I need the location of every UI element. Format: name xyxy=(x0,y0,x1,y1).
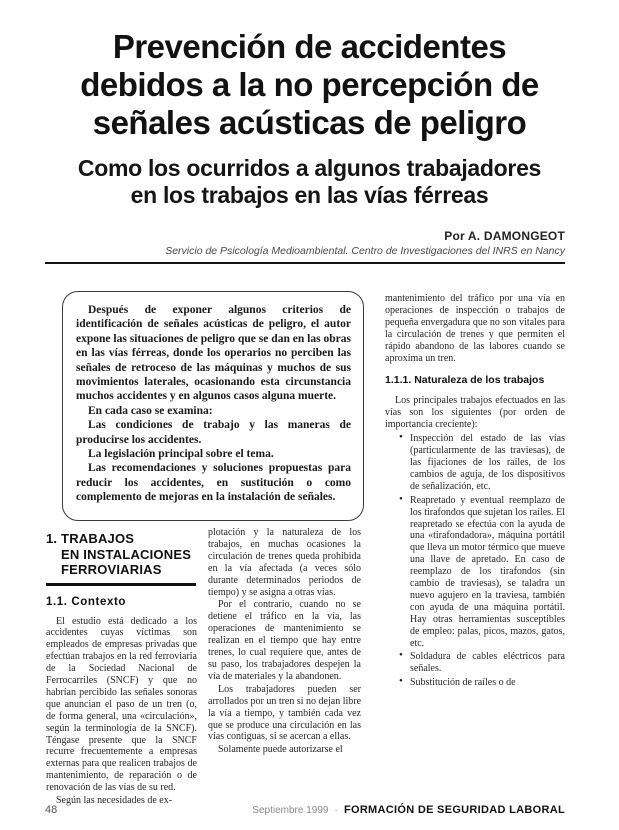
summary-box xyxy=(62,291,364,521)
bullet-item: • Inspección del estado de las vías (particularmente de las traviesas), de las fijaciones de los raíles, de los cambios de aguja, de los dispositivos de señalización, etc. xyxy=(399,433,565,493)
summary-paragraph: En cada caso se examina: xyxy=(88,404,213,417)
article-title-line-1: Prevención de accidentes xyxy=(112,28,507,65)
summary-paragraph: Las condiciones de trabajo y las maneras de producirse los accidentes. xyxy=(76,419,351,446)
body-paragraph: El estudio está dedicado a los accidentes cuyas víctimas son empleados de empresas privadas que efectúan trabajos en la red ferroviaria de la Sociedad Nacional de Ferrocarriles (SNCF) y que no habrían percibido las señales sonoras que anuncian el paso de un tren (o, de forma general, una «circulación», según la terminología de la SNCF). Téngase presente que la SNCF recurre frecuentemente a empresas externas para que realicen trabajos de mantenimiento, de reparación o de renovación de las vías de su red. xyxy=(46,615,197,794)
left-column xyxy=(46,531,197,807)
footer-separator: · xyxy=(334,805,338,816)
summary-paragraph: Después de exponer algunos criterios de identificación de señales acústicas de peligro, el autor expone las situaciones de peligro que se dan en las obras en las vías férreas, donde los operarios no perciben las señales de retroceso de las máquinas y muchos de sus movimientos laterales, ocasionando esta circunstancia muchos accidentes y en algunos casos alguna muerte. xyxy=(76,304,351,403)
page-number: 48 xyxy=(45,804,58,816)
footer-right xyxy=(252,804,565,816)
middle-column xyxy=(208,527,361,756)
summary-paragraph: Las recomendaciones y soluciones propuestas para reducir los accidentes, en sustitución o como complemento de mejoras en la instalación de señales. xyxy=(76,462,351,504)
article-subtitle xyxy=(0,155,619,209)
bullet-item: • Substitución de raíles o de xyxy=(399,677,565,689)
section-heading-1 xyxy=(46,531,197,578)
magazine-name: FORMACIÓN DE SEGURIDAD LABORAL xyxy=(343,804,565,816)
author-byline: Por A. DAMONGEOT xyxy=(444,229,565,243)
subsection-heading-1-1: 1.1. Contexto xyxy=(46,595,127,608)
bullet-item: • Soldadura de cables eléctricos para señales. xyxy=(399,651,565,675)
body-paragraph: Los trabajadores pueden ser arrollados por un tren si no dejan libre la vía a tiempo, y también cada vez que se produce una circulación en las vías contiguas, si se acercan a ellas. xyxy=(208,683,362,743)
article-title-line-3: señales acústicas de peligro xyxy=(92,104,527,141)
body-paragraph: Según las necesidades de ex- xyxy=(56,795,173,807)
tasks-bullet-list xyxy=(385,433,565,689)
section-heading-line-1: 1. TRABAJOS xyxy=(46,531,135,546)
article-header xyxy=(0,28,619,209)
body-paragraph: Solamente puede autorizarse el xyxy=(218,744,343,756)
body-paragraph: plotación y la naturaleza de los trabajos, en muchas ocasiones la circulación de trenes queda prohibida en la vía afectada (a veces sólo durante determinados periodos de tiempo) y se asigna a otras vías. xyxy=(208,527,361,598)
header-divider xyxy=(45,262,565,264)
article-title-line-2: debidos a la no percepción de xyxy=(80,66,539,103)
body-paragraph: Los principales trabajos efectuados en las vías son los siguientes (por orden de importancia creciente): xyxy=(385,395,565,431)
article-subtitle-line-1: Como los ocurridos a algunos trabajadores xyxy=(77,155,542,181)
footer-date: Septiembre 1999 xyxy=(252,805,329,816)
bullet-item: • Reapretado y eventual reemplazo de los tirafondos que sujetan los raíles. El reapretado se efectúa con la ayuda de una «tirafondadora», máquina portátil que lleva un motor térmico que mueve una llave de apretado. En caso de reemplazo de los tirafondos (sin cambio de traviesas), se taladra un nuevo agujero en la traviesa, también con ayuda de una máquina portátil. Hay otras herramientas susceptibles de empleo: palas, picos, mazos, gatos, etc. xyxy=(399,495,565,650)
byline-block xyxy=(45,229,565,257)
body-paragraph: mantenimiento del tráfico por una vía en operaciones de inspección o trabajos de pequeña envergadura que no son vitales para la circulación de trenes y que permiten el rápido abandono de las labores cuando se aproxima un tren. xyxy=(385,293,565,364)
right-column xyxy=(385,293,565,691)
author-affiliation: Servicio de Psicología Medioambiental. Centro de Investigaciones del INRS en Nancy xyxy=(165,245,565,257)
subsection-heading-1-1-1: 1.1.1. Naturaleza de los trabajos xyxy=(385,374,545,387)
section-heading-line-3: FERROVIARIAS xyxy=(61,562,162,577)
summary-paragraph: La legislación principal sobre el tema. xyxy=(88,448,274,461)
article-subtitle-line-2: en los trabajos en las vías férreas xyxy=(130,182,489,208)
section-heading-line-2: EN INSTALACIONES xyxy=(61,546,192,562)
body-paragraph: Por el contrario, cuando no se detiene el tráfico en la vía, las operaciones de mantenimiento se realizan en el tiempo que hay entre trenes, lo cual requiere que, antes de su paso, los trabajadores despejen la vía de materiales y la abandonen. xyxy=(208,599,361,682)
section-divider xyxy=(46,583,196,586)
